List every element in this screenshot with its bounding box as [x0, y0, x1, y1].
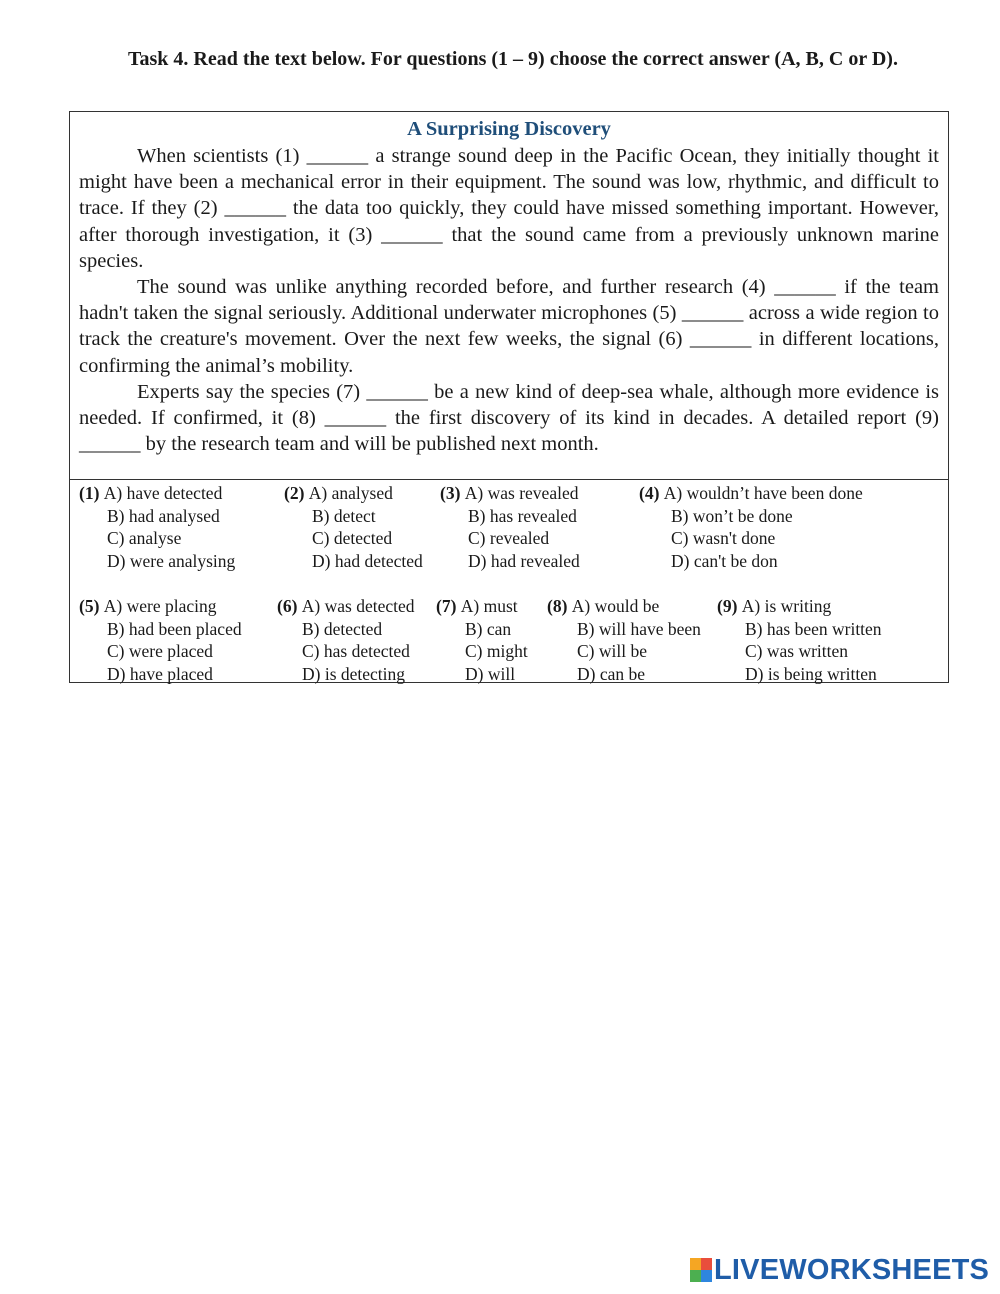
logo-text: LIVEWORKSHEETS [714, 1254, 990, 1286]
question-number: (9) [717, 596, 742, 616]
logo-block-4 [701, 1270, 712, 1282]
option-c[interactable]: C) might [465, 641, 528, 662]
logo-block-1 [690, 1258, 701, 1270]
option-c[interactable]: C) will be [577, 641, 647, 662]
option-d[interactable]: D) were analysing [107, 550, 236, 571]
option-c[interactable]: C) revealed [468, 528, 550, 549]
option-b[interactable]: B) can [465, 618, 512, 639]
option-a[interactable]: A) was revealed [464, 483, 579, 503]
option-a[interactable]: A) were placing [103, 596, 217, 616]
question-7 [436, 595, 528, 685]
option-a[interactable]: A) would be [571, 596, 660, 616]
question-9 [717, 595, 882, 685]
question-2 [284, 482, 423, 572]
task-instruction: Task 4. Read the text below. For questions (1 – 9) choose the correct answer (A, B, C or D). [128, 48, 898, 70]
question-number: (2) [284, 483, 309, 503]
exercise-box [69, 111, 949, 683]
option-a[interactable]: A) wouldn’t have been done [663, 483, 863, 503]
question-5 [79, 595, 242, 685]
option-c[interactable]: C) wasn't done [671, 528, 776, 549]
option-d[interactable]: D) can't be don [671, 550, 778, 571]
option-a[interactable]: A) analysed [308, 483, 393, 503]
question-number: (5) [79, 596, 104, 616]
question-number: (3) [440, 483, 465, 503]
question-8 [547, 595, 701, 685]
option-d[interactable]: D) can be [577, 663, 646, 684]
option-d[interactable]: D) had revealed [468, 550, 580, 571]
logo-blocks-icon [690, 1258, 712, 1282]
answer-options [70, 480, 948, 684]
option-a[interactable]: A) is writing [741, 596, 832, 616]
logo-block-2 [701, 1258, 712, 1270]
passage-paragraph-3: Experts say the species (7) ______ be a new kind of deep-sea whale, although more evidence is needed. If confirmed, it (8) ______ the first discovery of its kind in decades. A detailed report (9) ______ by the research team and will be published next month. [79, 380, 939, 456]
question-number: (4) [639, 483, 664, 503]
option-b[interactable]: B) had been placed [107, 618, 242, 639]
passage-paragraph-1: When scientists (1) ______ a strange sound deep in the Pacific Ocean, they initially thought it might have been a mechanical error in their equipment. The sound was low, rhythmic, and difficult to trace. If they (2) ______ the data too quickly, they could have missed something important. However, after thorough investigation, it (3) ______ that the sound came from a previously unknown marine species. [79, 145, 939, 272]
option-c[interactable]: C) analyse [107, 528, 182, 549]
option-d[interactable]: D) is being written [745, 663, 877, 684]
logo-block-3 [690, 1270, 701, 1282]
liveworksheets-logo[interactable] [690, 1254, 989, 1286]
question-3 [440, 482, 580, 572]
option-c[interactable]: C) were placed [107, 641, 213, 662]
question-6 [277, 595, 415, 685]
option-b[interactable]: B) detect [312, 505, 376, 526]
option-c[interactable]: C) was written [745, 641, 849, 662]
passage-paragraph-2: The sound was unlike anything recorded before, and further research (4) ______ if the team hadn't taken the signal seriously. Additional underwater microphones (5) ______ across a wide region to track the creature's movement. Over the next few weeks, the signal (6) ______ in different locations, confirming the animal’s mobility. [79, 276, 939, 377]
question-number: (1) [79, 483, 104, 503]
option-c[interactable]: C) detected [312, 528, 393, 549]
option-a[interactable]: A) was detected [301, 596, 415, 616]
option-c[interactable]: C) has detected [302, 641, 410, 662]
option-d[interactable]: D) is detecting [302, 663, 406, 684]
option-b[interactable]: B) won’t be done [671, 505, 793, 526]
option-b[interactable]: B) will have been [577, 618, 701, 639]
option-a[interactable]: A) have detected [103, 483, 223, 503]
question-4 [639, 482, 863, 572]
option-d[interactable]: D) will [465, 663, 516, 684]
question-number: (7) [436, 596, 461, 616]
option-b[interactable]: B) detected [302, 618, 383, 639]
option-b[interactable]: B) has revealed [468, 505, 577, 526]
question-number: (6) [277, 596, 302, 616]
option-a[interactable]: A) must [460, 596, 518, 616]
reading-passage [70, 112, 948, 480]
option-b[interactable]: B) had analysed [107, 505, 220, 526]
option-d[interactable]: D) had detected [312, 550, 423, 571]
option-b[interactable]: B) has been written [745, 618, 882, 639]
question-1 [79, 482, 235, 572]
passage-title: A Surprising Discovery [407, 118, 611, 140]
option-d[interactable]: D) have placed [107, 663, 213, 684]
question-number: (8) [547, 596, 572, 616]
